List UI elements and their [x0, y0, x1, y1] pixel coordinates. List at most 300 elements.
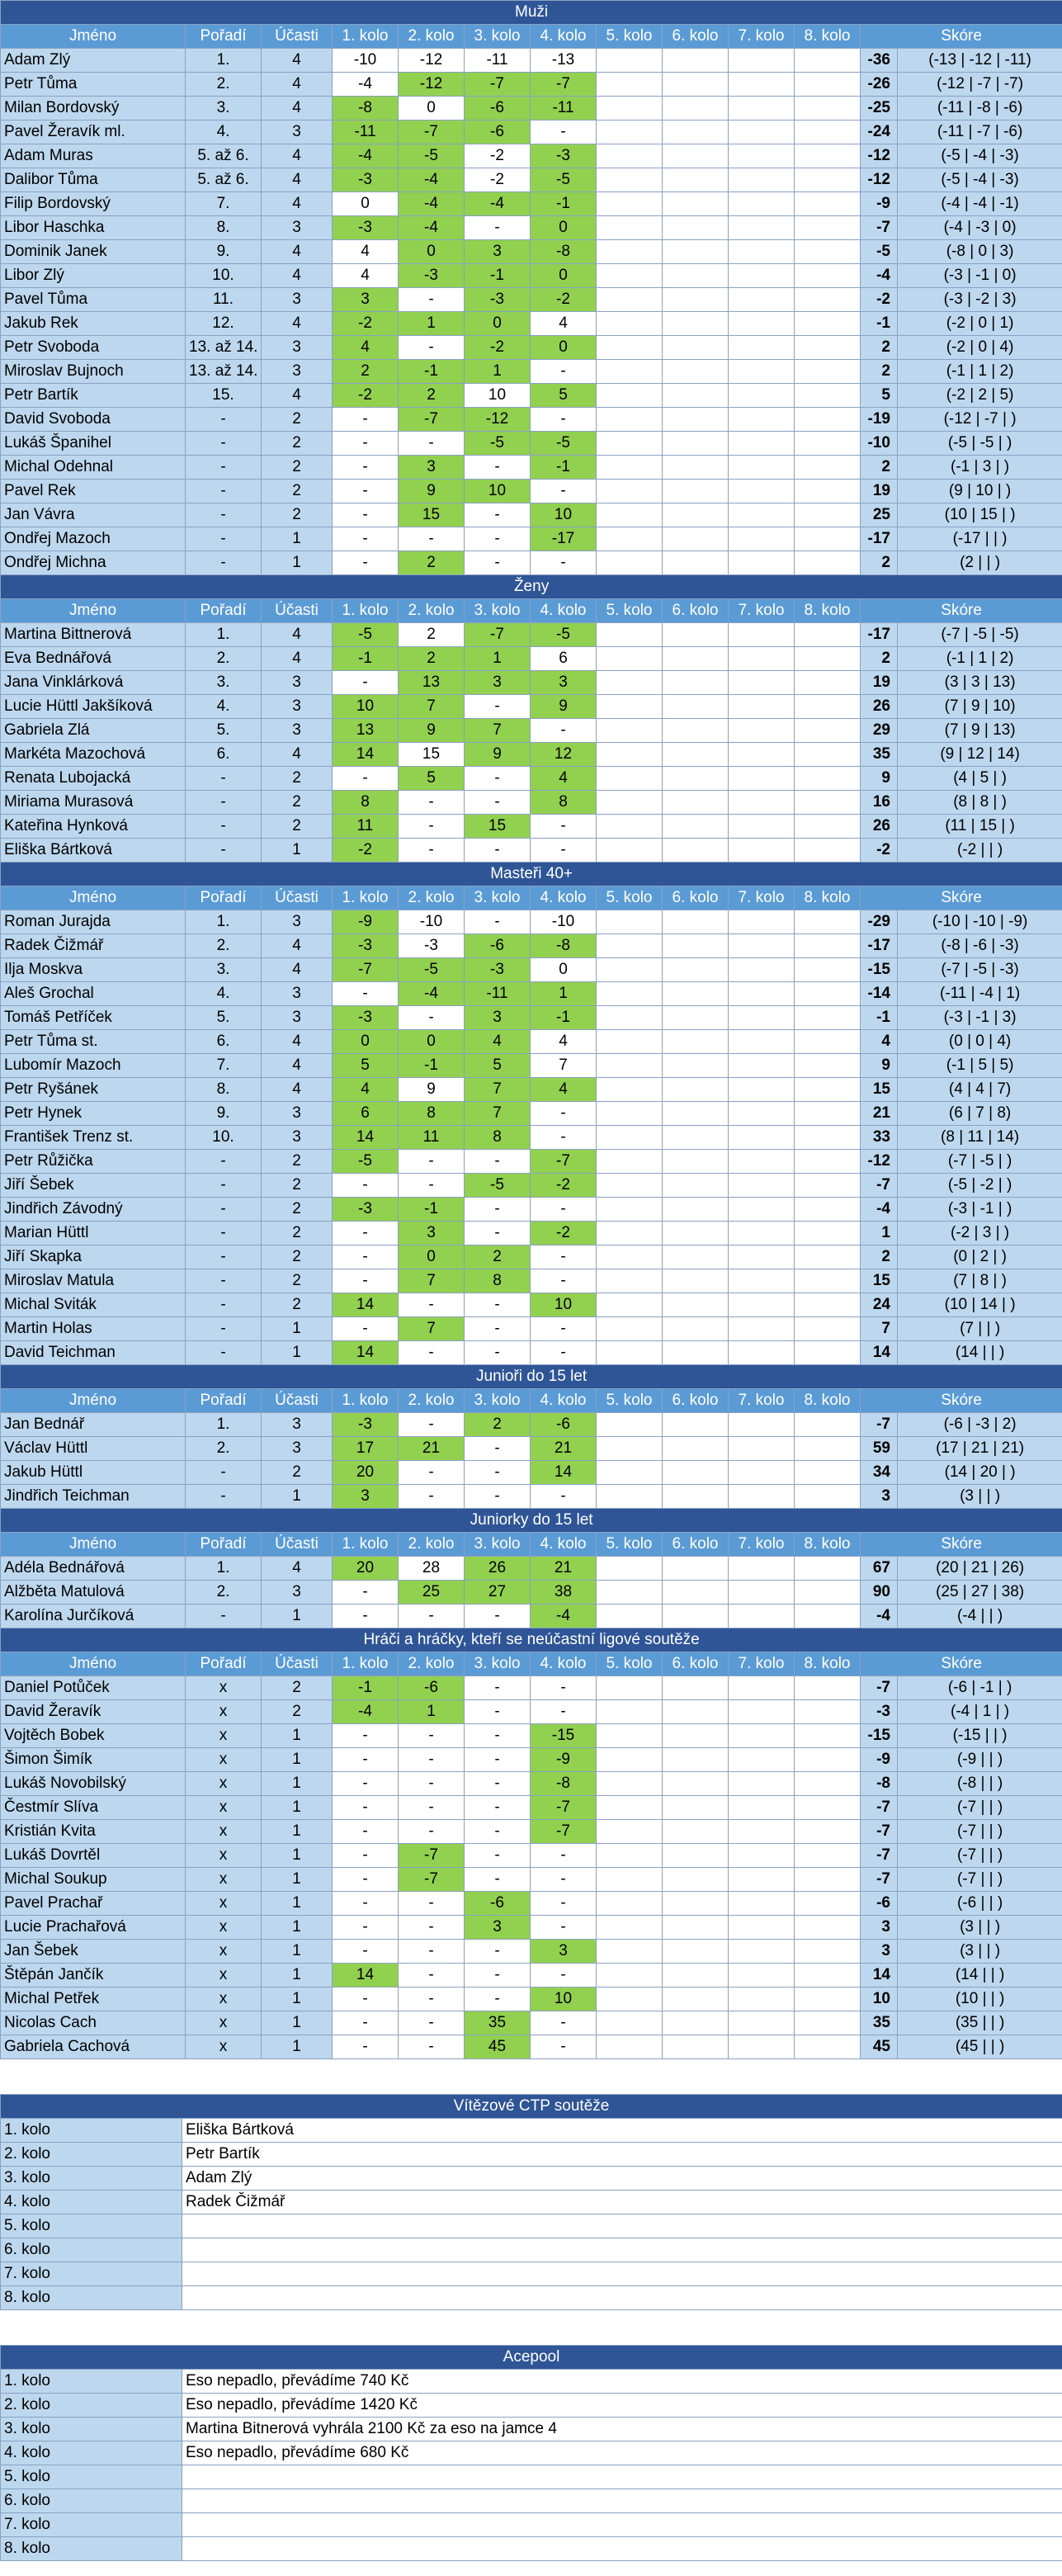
round-score: -9	[333, 910, 399, 934]
round-label: 5. kolo	[1, 2465, 182, 2489]
player-rank: 13. až 14.	[186, 360, 262, 384]
player-name: Lukáš Dovrtěl	[1, 1844, 186, 1868]
round-score: -	[333, 1844, 399, 1868]
total-score: 24	[861, 1293, 898, 1317]
round-score: -7	[465, 73, 531, 97]
list-item	[1, 2465, 1062, 2489]
round-score-empty	[663, 1245, 729, 1269]
player-participations: 4	[262, 192, 333, 216]
table-row	[1, 1772, 1062, 1796]
round-score: -7	[465, 623, 531, 647]
round-score-empty	[795, 192, 861, 216]
table-row	[1, 97, 1062, 121]
round-score: -11	[333, 121, 399, 144]
score-breakdown: (-8 | | )	[898, 1772, 1062, 1796]
round-score-empty	[663, 1102, 729, 1126]
player-rank: 9.	[186, 240, 262, 264]
player-participations: 4	[262, 264, 333, 288]
round-score-empty	[795, 1413, 861, 1437]
round-score-empty	[795, 1892, 861, 1916]
round-score-empty	[597, 264, 663, 288]
round-score-empty	[729, 647, 795, 671]
round-score-empty	[597, 1054, 663, 1078]
round-score: 9	[399, 480, 465, 503]
round-score: -4	[399, 168, 465, 192]
round-score-empty	[597, 1940, 663, 1964]
round-score: -11	[465, 982, 531, 1006]
round-score-empty	[597, 336, 663, 360]
column-header: Skóre	[861, 599, 1062, 623]
player-participations: 1	[262, 1724, 333, 1748]
player-participations: 4	[262, 312, 333, 336]
score-breakdown: (-7 | | )	[898, 1868, 1062, 1892]
round-score: -8	[333, 97, 399, 121]
column-header: 7. kolo	[729, 599, 795, 623]
round-score-empty	[663, 815, 729, 839]
round-score: 2	[399, 551, 465, 575]
round-score-empty	[663, 1676, 729, 1700]
round-score-empty	[663, 1198, 729, 1222]
table-row	[1, 1317, 1062, 1341]
player-name: Martina Bittnerová	[1, 623, 186, 647]
player-name: Miroslav Bujnoch	[1, 360, 186, 384]
score-breakdown: (9 | 10 | )	[898, 480, 1062, 503]
total-score: -7	[861, 1820, 898, 1844]
round-score-empty	[597, 839, 663, 863]
player-participations: 3	[262, 1413, 333, 1437]
table-row	[1, 671, 1062, 695]
player-name: Lukáš Španihel	[1, 432, 186, 456]
total-score: 35	[861, 743, 898, 767]
round-score-empty	[597, 815, 663, 839]
player-rank: -	[186, 1198, 262, 1222]
player-participations: 2	[262, 1222, 333, 1245]
total-score: -12	[861, 144, 898, 168]
round-score: -	[333, 1772, 399, 1796]
round-score: -6	[465, 97, 531, 121]
round-score: 1	[399, 312, 465, 336]
table-row	[1, 1916, 1062, 1940]
round-score: 14	[333, 1126, 399, 1150]
score-breakdown: (-5 | -2 | )	[898, 1174, 1062, 1198]
round-score-empty	[795, 480, 861, 503]
round-score-empty	[663, 1078, 729, 1102]
score-breakdown: (-3 | -1 | 0)	[898, 264, 1062, 288]
player-name: Jindřich Závodný	[1, 1198, 186, 1222]
round-score: -	[333, 1317, 399, 1341]
round-score-empty	[597, 1844, 663, 1868]
score-breakdown: (-3 | -2 | 3)	[898, 288, 1062, 312]
round-score-empty	[729, 97, 795, 121]
round-score: -10	[399, 910, 465, 934]
round-value	[182, 2214, 1062, 2238]
round-score: -	[399, 527, 465, 551]
round-value	[182, 2489, 1062, 2513]
round-score-empty	[663, 839, 729, 863]
round-score: -	[333, 1988, 399, 2011]
table-row	[1, 1293, 1062, 1317]
round-score: -	[399, 1341, 465, 1365]
total-score: 26	[861, 695, 898, 719]
round-score-empty	[795, 791, 861, 815]
round-score: -	[531, 1700, 597, 1724]
player-rank: 10.	[186, 1126, 262, 1150]
round-score-empty	[663, 73, 729, 97]
round-score-empty	[795, 216, 861, 240]
round-score: -4	[333, 144, 399, 168]
round-score: -3	[333, 934, 399, 958]
round-score: 0	[399, 1245, 465, 1269]
section-spacer	[0, 2059, 1062, 2094]
player-rank: -	[186, 432, 262, 456]
round-score: -	[399, 1605, 465, 1628]
player-rank: 5. až 6.	[186, 168, 262, 192]
player-participations: 2	[262, 1198, 333, 1222]
round-score: -	[333, 671, 399, 695]
round-score: -5	[531, 432, 597, 456]
player-rank: 3.	[186, 671, 262, 695]
round-score: -	[399, 1461, 465, 1485]
player-name: Václav Hüttl	[1, 1437, 186, 1461]
round-label: 2. kolo	[1, 2394, 182, 2418]
round-score: -	[333, 1724, 399, 1748]
round-score: -	[399, 1724, 465, 1748]
player-name: Dominik Janek	[1, 240, 186, 264]
round-score-empty	[663, 1222, 729, 1245]
column-header: 1. kolo	[333, 1652, 399, 1676]
column-header: 2. kolo	[399, 599, 465, 623]
round-score-empty	[597, 192, 663, 216]
score-breakdown: (4 | 4 | 7)	[898, 1078, 1062, 1102]
column-header: 4. kolo	[531, 886, 597, 910]
round-score-empty	[795, 1844, 861, 1868]
player-participations: 4	[262, 49, 333, 73]
round-score-empty	[795, 1916, 861, 1940]
table-row	[1, 1581, 1062, 1605]
round-score: -15	[531, 1724, 597, 1748]
column-header: 7. kolo	[729, 886, 795, 910]
player-participations: 2	[262, 1700, 333, 1724]
round-value: Eso nepadlo, převádíme 1420 Kč	[182, 2394, 1062, 2418]
player-participations: 4	[262, 647, 333, 671]
player-participations: 4	[262, 623, 333, 647]
round-score-empty	[795, 1245, 861, 1269]
round-score: -	[465, 216, 531, 240]
player-participations: 2	[262, 1174, 333, 1198]
round-score: 0	[399, 1030, 465, 1054]
round-score: -	[333, 1820, 399, 1844]
acepool-table	[0, 2345, 1062, 2561]
round-score-empty	[795, 1940, 861, 1964]
round-score: -4	[333, 73, 399, 97]
round-score-empty	[663, 982, 729, 1006]
round-score-empty	[729, 719, 795, 743]
round-score: -7	[333, 958, 399, 982]
round-score-empty	[663, 1700, 729, 1724]
round-score: -	[333, 1174, 399, 1198]
column-header: Pořadí	[186, 1389, 262, 1413]
player-name: Jana Vinklárková	[1, 671, 186, 695]
round-score: -	[399, 2035, 465, 2059]
table-row	[1, 456, 1062, 480]
player-name: Čestmír Slíva	[1, 1796, 186, 1820]
player-name: Jindřich Teichman	[1, 1485, 186, 1509]
score-breakdown: (-1 | 1 | 2)	[898, 360, 1062, 384]
player-rank: -	[186, 1317, 262, 1341]
player-rank: x	[186, 1916, 262, 1940]
round-score: 8	[465, 1126, 531, 1150]
round-score: 7	[465, 719, 531, 743]
total-score: -19	[861, 408, 898, 432]
round-score: -	[465, 1485, 531, 1509]
round-score-empty	[795, 1748, 861, 1772]
player-participations: 1	[262, 1796, 333, 1820]
round-score-empty	[795, 1126, 861, 1150]
round-score: -	[531, 1892, 597, 1916]
round-score: -1	[399, 1198, 465, 1222]
table-row	[1, 1006, 1062, 1030]
column-header: Skóre	[861, 25, 1062, 49]
player-rank: x	[186, 1772, 262, 1796]
round-value	[182, 2537, 1062, 2561]
round-score: 7	[465, 1102, 531, 1126]
total-score: 21	[861, 1102, 898, 1126]
column-header-row	[1, 599, 1062, 623]
player-rank: 9.	[186, 1102, 262, 1126]
total-score: -7	[861, 1174, 898, 1198]
player-participations: 3	[262, 336, 333, 360]
round-score-empty	[795, 719, 861, 743]
score-breakdown: (-6 | | )	[898, 1892, 1062, 1916]
player-participations: 1	[262, 1485, 333, 1509]
round-score-empty	[729, 1030, 795, 1054]
round-score: -	[465, 527, 531, 551]
round-score: -9	[531, 1748, 597, 1772]
round-score-empty	[795, 1557, 861, 1581]
player-name: Adam Zlý	[1, 49, 186, 73]
round-score: 21	[531, 1437, 597, 1461]
column-header: 2. kolo	[399, 1533, 465, 1557]
round-score-empty	[663, 1796, 729, 1820]
round-score: -	[399, 432, 465, 456]
player-name: Michal Petřek	[1, 1988, 186, 2011]
round-score-empty	[729, 958, 795, 982]
round-score: 2	[465, 1413, 531, 1437]
player-participations: 1	[262, 839, 333, 863]
round-score: 3	[465, 671, 531, 695]
score-breakdown: (-4 | -4 | -1)	[898, 192, 1062, 216]
round-score: -7	[399, 1868, 465, 1892]
player-participations: 2	[262, 1676, 333, 1700]
score-breakdown: (8 | 8 | )	[898, 791, 1062, 815]
round-score-empty	[663, 384, 729, 408]
round-score-empty	[795, 1461, 861, 1485]
table-row	[1, 1437, 1062, 1461]
round-score-empty	[663, 288, 729, 312]
round-score-empty	[597, 1605, 663, 1628]
round-score-empty	[663, 551, 729, 575]
round-score: -	[531, 1964, 597, 1988]
player-name: Libor Zlý	[1, 264, 186, 288]
player-rank: 6.	[186, 743, 262, 767]
column-header: 4. kolo	[531, 1652, 597, 1676]
player-participations: 2	[262, 1269, 333, 1293]
player-name: Štěpán Jančík	[1, 1964, 186, 1988]
round-score: 0	[399, 97, 465, 121]
round-score: -	[399, 1892, 465, 1916]
round-score-empty	[729, 1341, 795, 1365]
player-rank: -	[186, 815, 262, 839]
score-breakdown: (-2 | | )	[898, 839, 1062, 863]
round-score: 5	[399, 767, 465, 791]
round-score-empty	[663, 408, 729, 432]
round-score-empty	[729, 216, 795, 240]
round-score-empty	[729, 1245, 795, 1269]
round-score-empty	[597, 934, 663, 958]
player-participations: 3	[262, 121, 333, 144]
player-rank: 5.	[186, 1006, 262, 1030]
score-breakdown: (7 | 9 | 13)	[898, 719, 1062, 743]
total-score: 67	[861, 1557, 898, 1581]
table-row	[1, 934, 1062, 958]
column-header: Účasti	[262, 25, 333, 49]
round-score: -3	[531, 144, 597, 168]
player-name: David Žeravík	[1, 1700, 186, 1724]
round-score: 8	[531, 791, 597, 815]
round-score: -	[465, 1868, 531, 1892]
player-name: Libor Haschka	[1, 216, 186, 240]
round-score: -4	[333, 1700, 399, 1724]
round-score: -	[333, 456, 399, 480]
round-score-empty	[597, 1317, 663, 1341]
round-score-empty	[729, 1126, 795, 1150]
round-score-empty	[795, 1102, 861, 1126]
round-score-empty	[597, 480, 663, 503]
round-score: -5	[399, 958, 465, 982]
round-score: -5	[465, 1174, 531, 1198]
total-score: -17	[861, 527, 898, 551]
player-participations: 4	[262, 1557, 333, 1581]
round-value: Eliška Bártková	[182, 2119, 1062, 2143]
player-participations: 2	[262, 1150, 333, 1174]
round-score-empty	[663, 121, 729, 144]
round-score: 25	[399, 1581, 465, 1605]
round-score: -	[333, 767, 399, 791]
round-score-empty	[729, 671, 795, 695]
total-score: 34	[861, 1461, 898, 1485]
column-header: 8. kolo	[795, 25, 861, 49]
table-row	[1, 144, 1062, 168]
round-score: 8	[465, 1269, 531, 1293]
round-score: 21	[399, 1437, 465, 1461]
column-header: 7. kolo	[729, 25, 795, 49]
table-row	[1, 1413, 1062, 1437]
round-score-empty	[597, 312, 663, 336]
round-score: -4	[531, 1605, 597, 1628]
table-row	[1, 719, 1062, 743]
round-score: -	[333, 408, 399, 432]
round-score-empty	[597, 551, 663, 575]
total-score: -36	[861, 49, 898, 73]
round-score-empty	[663, 1293, 729, 1317]
round-score-empty	[597, 216, 663, 240]
player-name: Pavel Tůma	[1, 288, 186, 312]
total-score: -24	[861, 121, 898, 144]
round-score-empty	[597, 1269, 663, 1293]
round-score-empty	[597, 695, 663, 719]
round-score: -1	[531, 192, 597, 216]
round-score-empty	[729, 910, 795, 934]
column-header: 2. kolo	[399, 886, 465, 910]
total-score: 3	[861, 1485, 898, 1509]
ctp-table	[0, 2094, 1062, 2310]
round-label: 6. kolo	[1, 2238, 182, 2262]
round-score-empty	[729, 408, 795, 432]
round-score: -	[465, 1772, 531, 1796]
round-score: 2	[399, 623, 465, 647]
round-score: -2	[333, 839, 399, 863]
list-item	[1, 2262, 1062, 2286]
round-score: 7	[399, 695, 465, 719]
column-header: Skóre	[861, 1533, 1062, 1557]
round-score: 28	[399, 1557, 465, 1581]
round-score-empty	[663, 1820, 729, 1844]
round-score: -	[465, 503, 531, 527]
round-score: 8	[399, 1102, 465, 1126]
score-breakdown: (11 | 15 | )	[898, 815, 1062, 839]
player-rank: -	[186, 791, 262, 815]
round-score: -	[333, 551, 399, 575]
round-label: 1. kolo	[1, 2119, 182, 2143]
round-score-empty	[663, 1317, 729, 1341]
player-rank: -	[186, 1461, 262, 1485]
score-breakdown: (-1 | 3 | )	[898, 456, 1062, 480]
round-score: -7	[399, 121, 465, 144]
player-name: Ilja Moskva	[1, 958, 186, 982]
round-score: -	[465, 767, 531, 791]
column-header: Jméno	[1, 25, 186, 49]
column-header: 2. kolo	[399, 1652, 465, 1676]
round-score: -	[399, 1413, 465, 1437]
score-breakdown: (-6 | -1 | )	[898, 1676, 1062, 1700]
round-score: -3	[333, 1198, 399, 1222]
table-row	[1, 839, 1062, 863]
table-row	[1, 1724, 1062, 1748]
round-score: -	[399, 791, 465, 815]
total-score: 3	[861, 1940, 898, 1964]
column-header: 3. kolo	[465, 1389, 531, 1413]
round-score: -	[333, 1940, 399, 1964]
round-score: 38	[531, 1581, 597, 1605]
round-score-empty	[795, 1054, 861, 1078]
round-score-empty	[729, 1748, 795, 1772]
round-score: -10	[531, 910, 597, 934]
player-name: Lucie Prachařová	[1, 1916, 186, 1940]
player-rank: -	[186, 503, 262, 527]
round-score-empty	[795, 743, 861, 767]
total-score: -26	[861, 73, 898, 97]
table-row	[1, 336, 1062, 360]
column-header: 2. kolo	[399, 25, 465, 49]
player-name: Ondřej Michna	[1, 551, 186, 575]
player-rank: x	[186, 1748, 262, 1772]
round-score: -	[465, 1724, 531, 1748]
player-rank: 2.	[186, 647, 262, 671]
player-name: Eva Bednářová	[1, 647, 186, 671]
score-breakdown: (-2 | 0 | 1)	[898, 312, 1062, 336]
round-score: -	[399, 1772, 465, 1796]
player-rank: 7.	[186, 192, 262, 216]
